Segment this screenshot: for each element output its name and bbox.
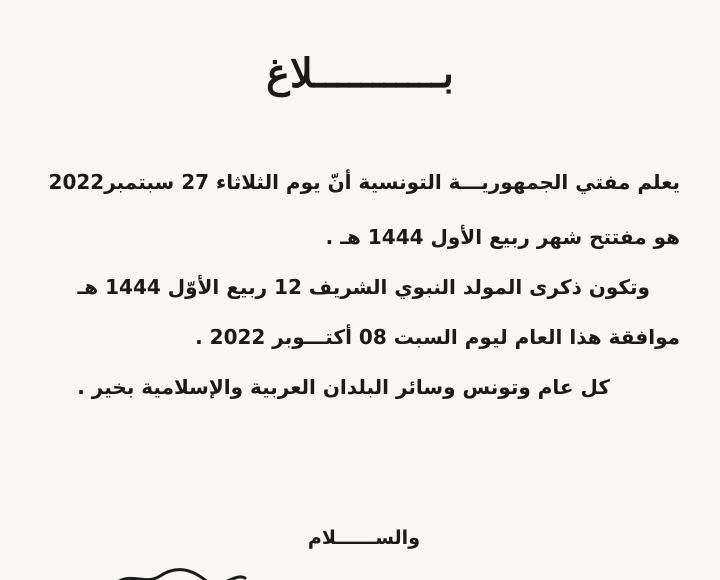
paragraph-line-3: وتكون ذكرى المولد النبوي الشريف 12 ربيع الأوّل 1444 هـ [77,275,650,299]
closing-greeting: والســــــلام [307,527,420,549]
signature-mark [110,566,250,580]
paragraph-line-4: موافقة هذا العام ليوم السبت 08 أكتـــوبر 2022 . [195,325,680,349]
paragraph-line-2: هو مفتتح شهر ربيع الأول 1444 هـ . [325,225,680,249]
paragraph-line-5: كل عام وتونس وسائر البلدان العربية والإسلامية بخير . [77,375,610,399]
paragraph-line-1: يعلم مفتي الجمهوريـــة التونسية أنّ يوم الثلاثاء 27 سبتمبر2022 [48,170,680,194]
document-title: بـــــــــــلاغ [266,50,454,97]
